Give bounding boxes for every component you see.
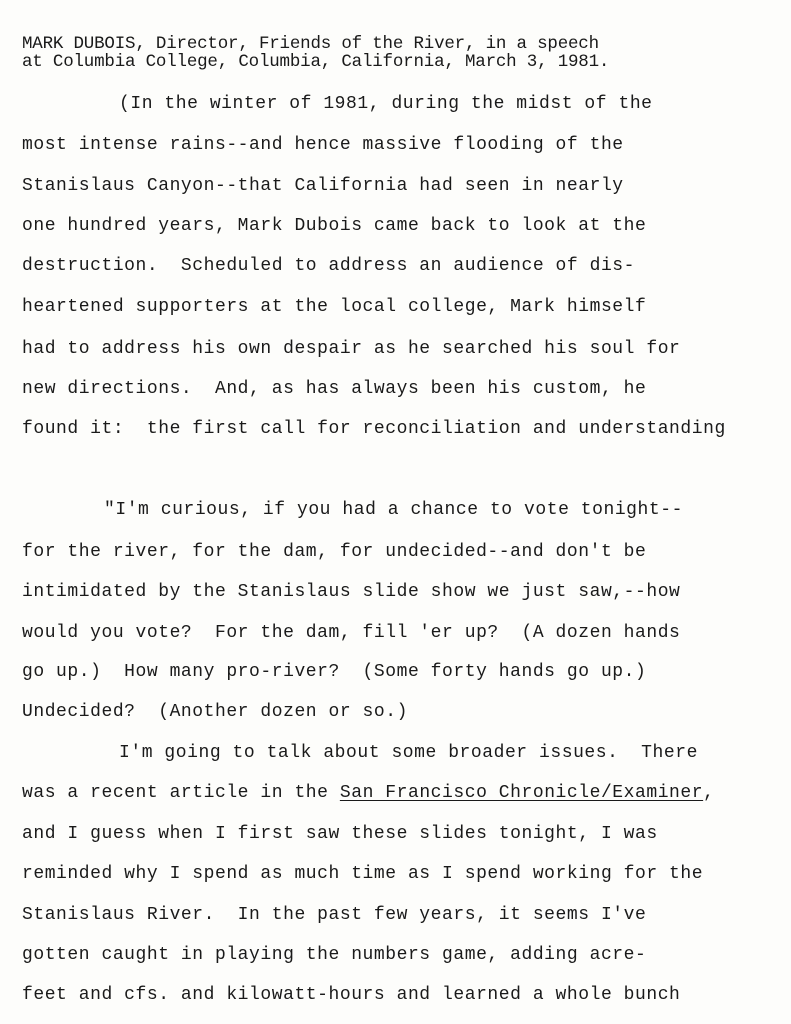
- intro-line: found it: the first call for reconciliation and understanding: [22, 419, 726, 439]
- speech-line: intimidated by the Stanislaus slide show we just saw,--how: [22, 582, 681, 602]
- speech-text: was a recent article in the: [22, 783, 340, 803]
- speech-line: go up.) How many pro-river? (Some forty hands go up.): [22, 662, 647, 682]
- publication-title: San Francisco Chronicle/Examiner: [339, 783, 704, 803]
- intro-line: destruction. Scheduled to address an audience of dis-: [22, 256, 635, 276]
- intro-line: had to address his own despair as he searched his soul for: [22, 339, 681, 359]
- speech-line: gotten caught in playing the numbers game, adding acre-: [22, 945, 647, 965]
- speech-line: reminded why I spend as much time as I spend working for the: [22, 864, 704, 884]
- intro-line: new directions. And, as has always been his custom, he: [22, 379, 647, 399]
- speech-line: Stanislaus River. In the past few years, it seems I've: [22, 905, 647, 925]
- speech-line: feet and cfs. and kilowatt-hours and learned a whole bunch: [22, 985, 681, 1005]
- intro-line: Stanislaus Canyon--that California had seen in nearly: [22, 176, 624, 196]
- header-attribution-line: MARK DUBOIS, Director, Friends of the River, in a speech: [22, 34, 599, 54]
- speech-line: for the river, for the dam, for undecided--and don't be: [22, 542, 647, 562]
- speech-line: "I'm curious, if you had a chance to vote tonight--: [104, 500, 683, 520]
- speech-line: Undecided? (Another dozen or so.): [22, 702, 408, 722]
- intro-line: most intense rains--and hence massive flooding of the: [22, 135, 624, 155]
- intro-line: (In the winter of 1981, during the midst of the: [119, 94, 653, 114]
- speech-line: I'm going to talk about some broader issues. There: [119, 743, 698, 763]
- intro-line: heartened supporters at the local college, Mark himself: [22, 297, 647, 317]
- speech-text: ,: [703, 783, 715, 803]
- speech-line: and I guess when I first saw these slides tonight, I was: [22, 824, 658, 844]
- speech-line: would you vote? For the dam, fill 'er up? (A dozen hands: [22, 623, 681, 643]
- speech-line: [22, 783, 714, 803]
- intro-line: one hundred years, Mark Dubois came back to look at the: [22, 216, 647, 236]
- header-venue-line: at Columbia College, Columbia, California, March 3, 1981.: [22, 52, 610, 72]
